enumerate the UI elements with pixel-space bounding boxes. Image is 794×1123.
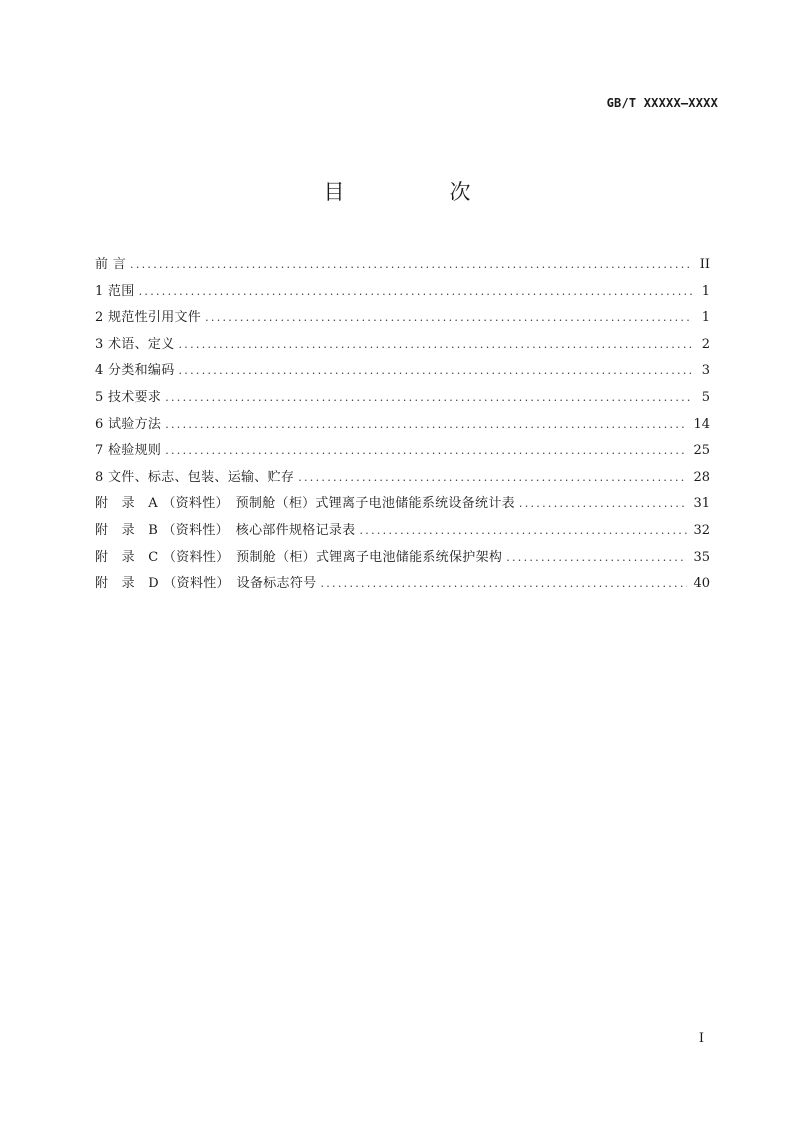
table-of-contents	[95, 254, 710, 600]
toc-entry-page: 35	[693, 549, 710, 565]
toc-entry-technical-requirements[interactable]	[95, 387, 710, 414]
toc-entry-label: 4 分类和编码	[95, 363, 175, 379]
toc-entry-page: 32	[693, 522, 710, 538]
toc-entry-label: 附 录 B （资料性） 核心部件规格记录表	[95, 522, 356, 538]
toc-entry-normative-references[interactable]	[95, 307, 710, 334]
leader-dots	[130, 254, 692, 276]
toc-entry-annex-d[interactable]	[95, 573, 710, 600]
leader-dots	[165, 387, 692, 409]
toc-entry-page: 31	[693, 496, 710, 512]
toc-entry-page: 5	[701, 389, 710, 405]
toc-entry-inspection-rules[interactable]	[95, 440, 710, 467]
toc-entry-label: 2 规范性引用文件	[95, 310, 202, 326]
toc-entry-label: 附 录 A （资料性） 预制舱（柜）式锂离子电池储能系统设备统计表	[95, 496, 515, 512]
toc-entry-page: II	[699, 257, 710, 272]
toc-entry-page: 40	[693, 576, 710, 592]
toc-entry-label: 5 技术要求	[95, 389, 162, 405]
toc-entry-annex-b[interactable]	[95, 520, 710, 547]
toc-entry-label: 8 文件、标志、包装、运输、贮存	[95, 469, 295, 485]
toc-entry-classification-coding[interactable]	[95, 360, 710, 387]
toc-entry-page: 1	[701, 283, 710, 299]
toc-entry-label: 1 范围	[95, 283, 135, 299]
toc-entry-label: 3 术语、定义	[95, 336, 175, 352]
toc-entry-foreword[interactable]	[95, 254, 710, 281]
toc-entry-label: 附 录 C （资料性） 预制舱（柜）式锂离子电池储能系统保护架构	[95, 549, 503, 565]
toc-entry-documents-marking-packaging[interactable]	[95, 467, 710, 494]
toc-entry-page: 28	[693, 469, 710, 485]
toc-entry-label: 6 试验方法	[95, 416, 162, 432]
toc-entry-page: 3	[701, 363, 710, 379]
toc-entry-annex-c[interactable]	[95, 547, 710, 574]
toc-entry-page: 1	[701, 310, 710, 326]
leader-dots	[519, 493, 688, 515]
toc-entry-annex-a[interactable]	[95, 493, 710, 520]
page-title: 目 次	[323, 180, 513, 204]
leader-dots	[320, 573, 687, 595]
page-number: I	[698, 1031, 704, 1046]
toc-entry-test-methods[interactable]	[95, 414, 710, 441]
leader-dots	[165, 414, 687, 436]
leader-dots	[298, 467, 687, 489]
leader-dots	[179, 334, 692, 356]
leader-dots	[165, 440, 687, 462]
leader-dots	[360, 520, 688, 542]
toc-entry-terms-definitions[interactable]	[95, 334, 710, 361]
toc-entry-page: 25	[693, 443, 710, 459]
leader-dots	[139, 281, 692, 303]
standard-code: GB/T XXXXX—XXXX	[606, 96, 718, 110]
toc-entry-label: 附 录 D （资料性） 设备标志符号	[95, 576, 317, 592]
toc-entry-scope[interactable]	[95, 281, 710, 308]
toc-entry-label: 7 检验规则	[95, 443, 162, 459]
leader-dots	[179, 360, 692, 382]
toc-entry-page: 14	[693, 416, 710, 432]
toc-entry-label: 前 言	[95, 257, 127, 272]
leader-dots	[506, 547, 687, 569]
toc-entry-page: 2	[701, 336, 710, 352]
leader-dots	[205, 307, 692, 329]
